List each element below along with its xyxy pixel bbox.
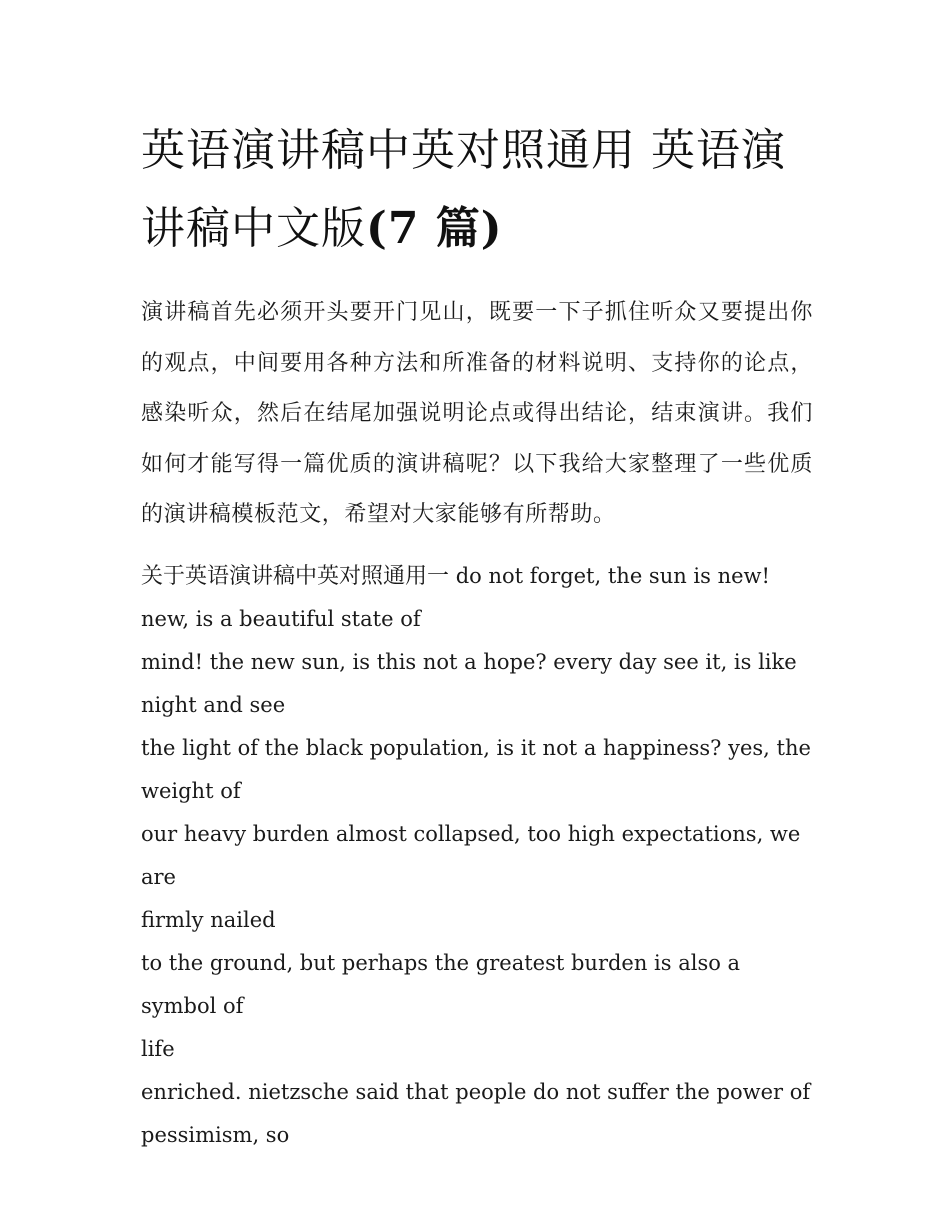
body-line: new, is a beautiful state of (141, 606, 421, 631)
speech-body (141, 555, 813, 1157)
intro-paragraph: 演讲稿首先必须开头要开门见山，既要一下子抓住听众又要提出你的观点，中间要用各种方法和所准备的材料说明、支持你的论点，感染听众，然后在结尾加强说明论点或得出结论，结束演讲。我们如何才能写得一篇优质的演讲稿呢？以下我给大家整理了一些优质的演讲稿模板范文，希望对大家能够有所帮助。 (141, 300, 813, 528)
body-line: enriched. nietzsche said that people do not suffer the power of (141, 1079, 811, 1104)
body-line-text: do not forget, the sun is new! (449, 563, 770, 588)
body-line: night and see (141, 692, 286, 717)
body-line: the light of the black population, is it not a happiness? yes, the (141, 735, 811, 760)
section-lead: 关于英语演讲稿中英对照通用一 (141, 563, 450, 589)
title-count: (7 篇) (366, 203, 503, 254)
body-line: our heavy burden almost collapsed, too high expectations, we are (141, 821, 801, 889)
title-text: 英语演讲稿中英对照通用 英语演讲稿中文版 (141, 125, 786, 254)
document-title (141, 112, 813, 268)
document-page (141, 112, 813, 1157)
body-line: weight of (141, 778, 241, 803)
body-line: mind! the new sun, is this not a hope? every day see it, is like (141, 649, 797, 674)
body-line (141, 555, 813, 598)
body-line: pessimism, so (141, 1122, 290, 1147)
body-line: life (141, 1036, 175, 1061)
body-line: to the ground, but perhaps the greatest burden is also a symbol of (141, 950, 741, 1018)
body-line: firmly nailed (141, 907, 276, 932)
